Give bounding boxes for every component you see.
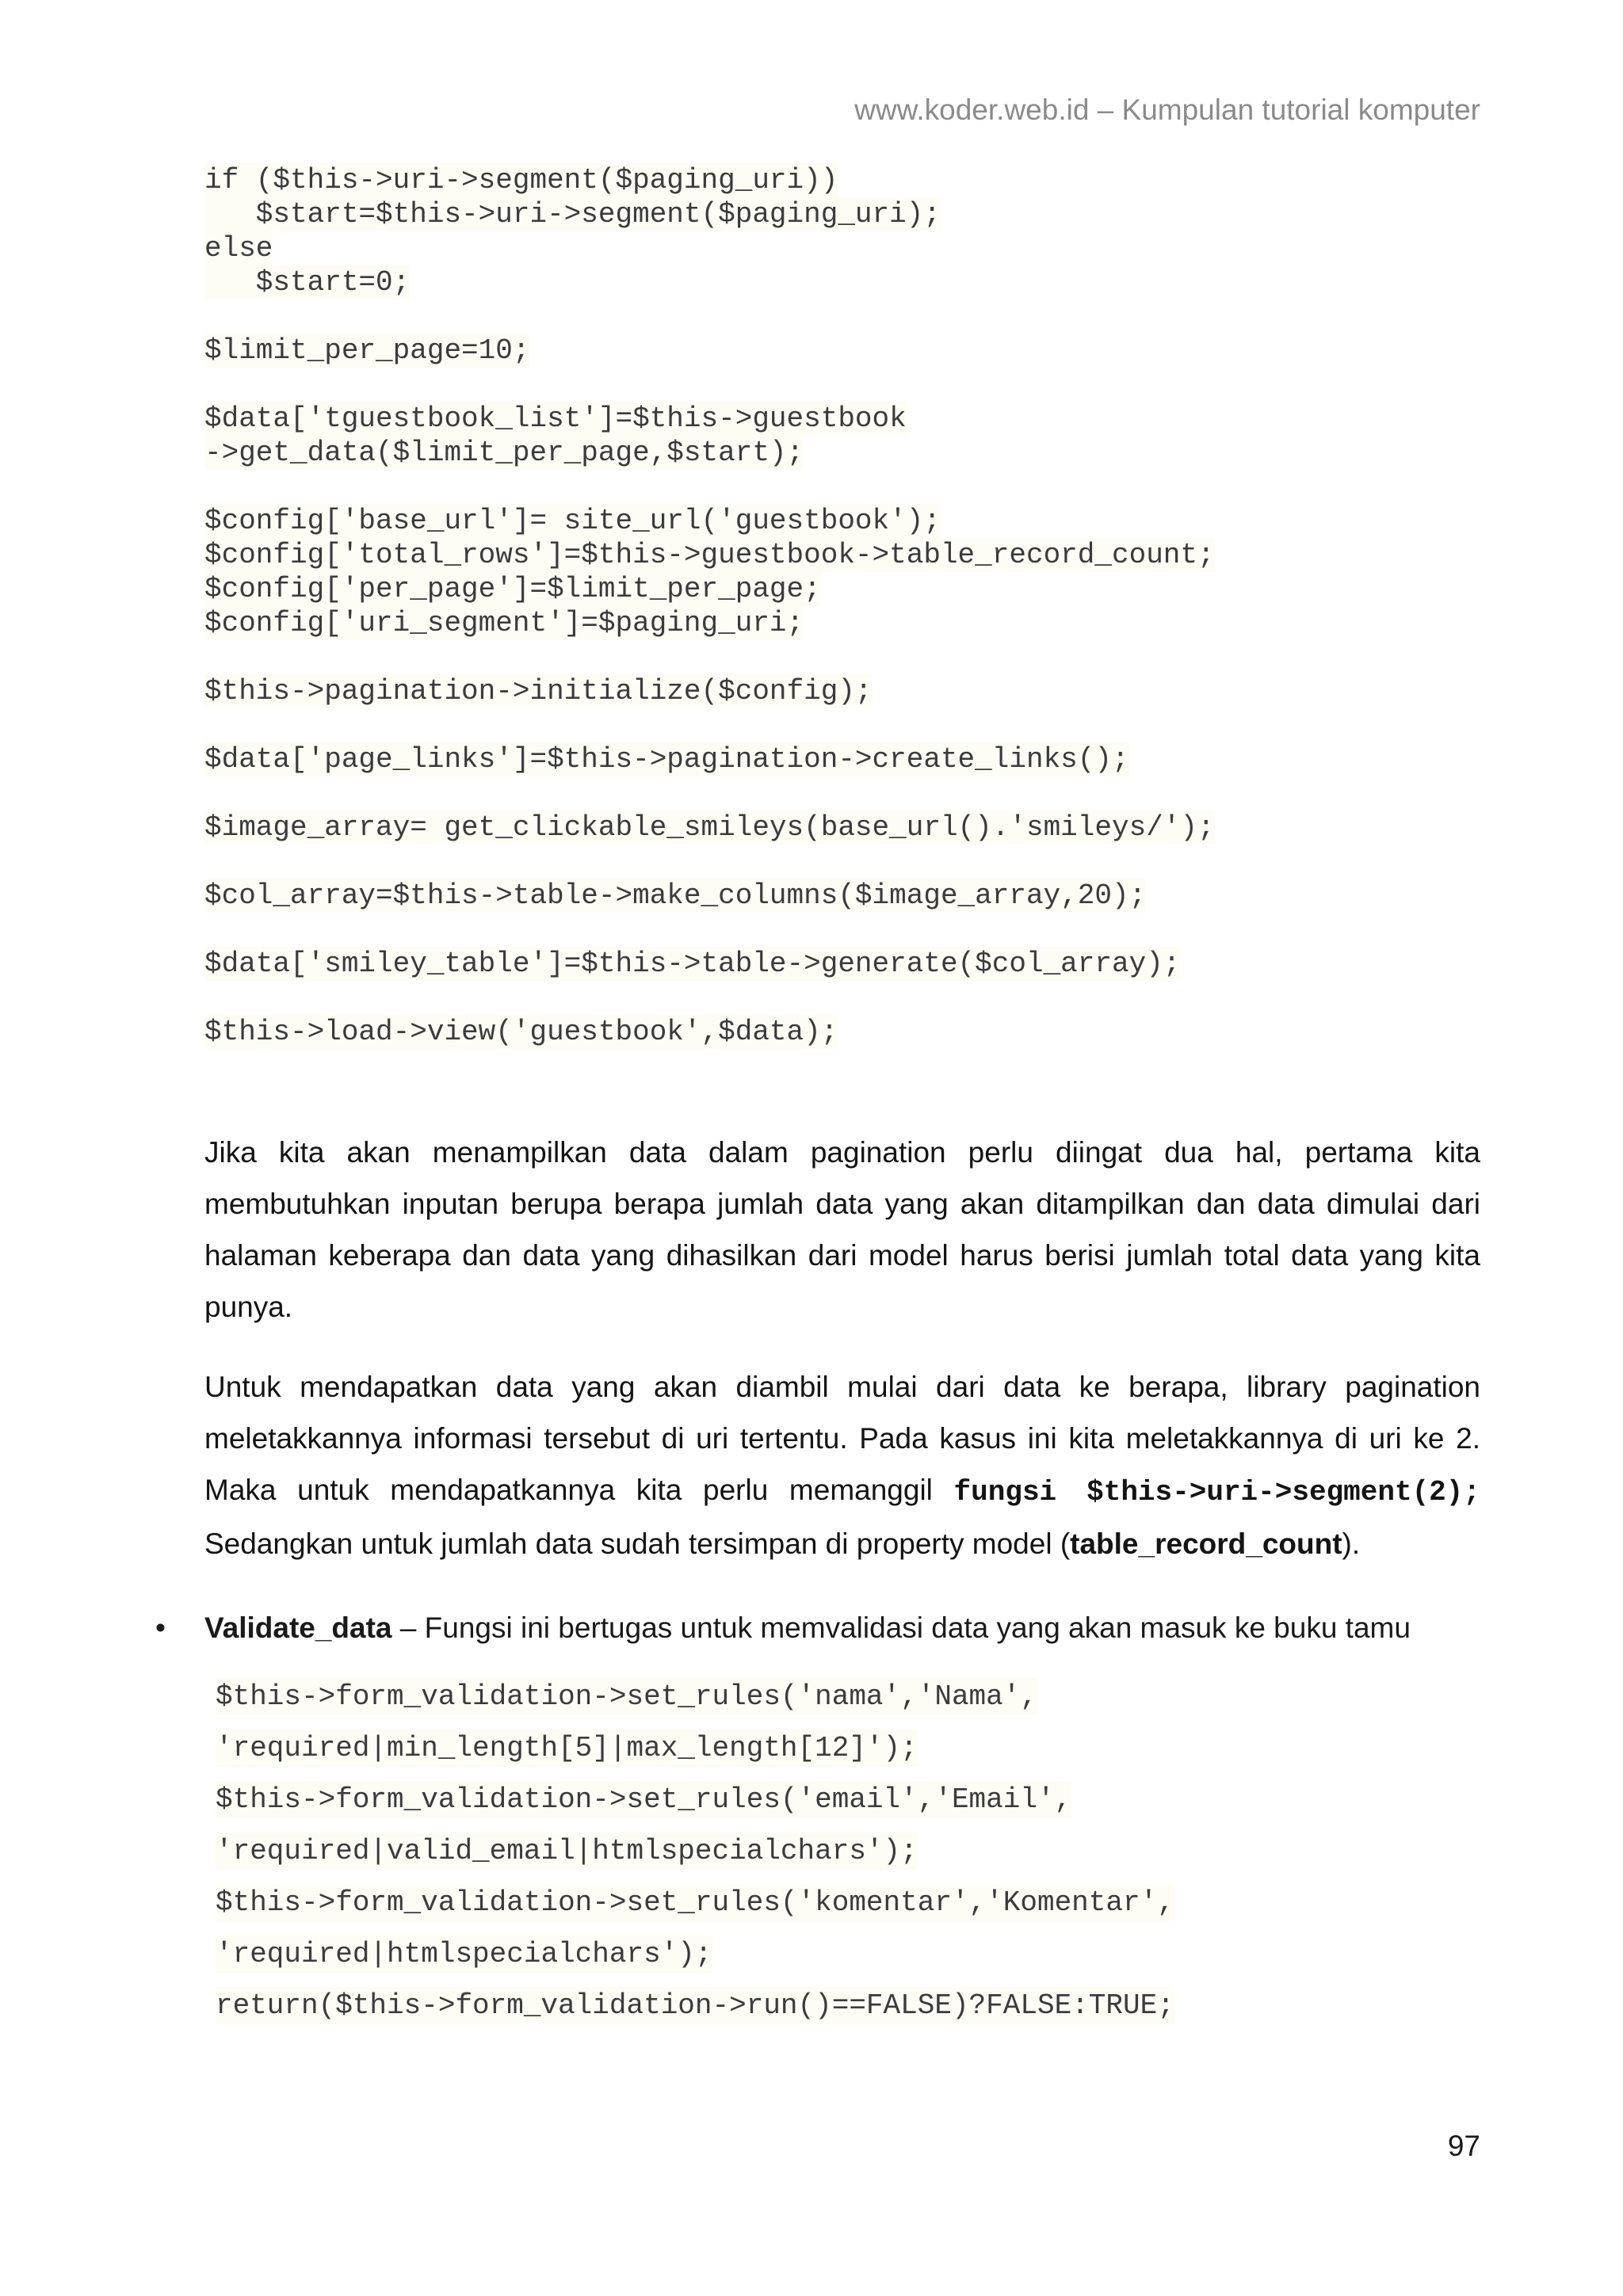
code-line: $config['base_url']= site_url('guestbook'); <box>204 505 941 537</box>
code-line: ->get_data($limit_per_page,$start); <box>204 437 804 469</box>
code-line: $data['tguestbook_list']=$this->guestbook <box>204 402 907 435</box>
code-line: 'required|min_length[5]|max_length[12]'); <box>216 1730 918 1767</box>
page-header: www.koder.web.id – Kumpulan tutorial komputer <box>854 93 1480 126</box>
code-line: 'required|valid_email|htmlspecialchars'); <box>216 1833 918 1870</box>
bullet-icon: • <box>155 1611 166 1644</box>
code-blank-line <box>204 913 1314 947</box>
code-line: $this->pagination->initialize($config); <box>204 675 873 707</box>
code-line: return($this->form_validation->run()==FALSE)?FALSE:TRUE; <box>216 1987 1174 2024</box>
code-line: $start=$this->uri->segment($paging_uri); <box>204 198 941 231</box>
paragraph-pagination-intro <box>204 1127 1480 1333</box>
code-line: $config['per_page']=$limit_per_page; <box>204 573 821 605</box>
code-blank-line <box>204 470 1314 504</box>
code-line: 'required|htmlspecialchars'); <box>216 1936 712 1973</box>
paragraph-uri-segment <box>204 1361 1480 1569</box>
paragraph-text: Jika kita akan menampilkan data dalam pagination perlu diingat dua hal, pertama kita membutuhkan inputan berupa berapa jumlah data yang akan ditampilkan dan data dimulai dari halaman keberapa dan data yang dihasilkan dari model harus berisi jumlah total data yang kita punya. <box>204 1136 1480 1323</box>
paragraph-text-end: ). <box>1342 1527 1361 1560</box>
code-line: $this->form_validation->set_rules('komentar','Komentar', <box>216 1884 1174 1921</box>
code-blank-line <box>204 640 1314 674</box>
code-line: $config['uri_segment']=$paging_uri; <box>204 607 804 639</box>
code-block-pagination <box>204 163 1314 1049</box>
paragraph-text-middle: Sedangkan untuk jumlah data sudah tersimpan di property model ( <box>204 1527 1071 1560</box>
code-blank-line <box>204 299 1314 334</box>
code-line: else <box>204 232 273 265</box>
code-blank-line <box>204 845 1314 879</box>
paragraph-text-start: Untuk mendapatkan data yang akan diambil mulai dari data ke berapa, library pagination meletakkannya informasi tersebut di uri tertentu. Pada kasus ini kita meletakkannya di uri ke 2. Maka untuk mendapatkannya kita perlu memanggil <box>204 1371 1480 1506</box>
code-line: $data['smiley_table']=$this->table->generate($col_array); <box>204 948 1181 980</box>
code-line: if ($this->uri->segment($paging_uri)) <box>204 164 838 196</box>
code-line: $data['page_links']=$this->pagination->create_links(); <box>204 743 1129 776</box>
code-block-validation <box>216 1678 1404 2039</box>
code-line: $this->load->view('guestbook',$data); <box>204 1016 838 1048</box>
bullet-title: Validate_data <box>204 1611 392 1644</box>
code-blank-line <box>204 708 1314 742</box>
paragraph-text <box>204 1361 1480 1569</box>
code-line: $config['total_rows']=$this->guestbook->table_record_count; <box>204 539 1215 571</box>
code-blank-line <box>204 368 1314 402</box>
page-number: 97 <box>1447 2130 1480 2162</box>
code-blank-line <box>204 981 1314 1015</box>
code-line: $this->form_validation->set_rules('email','Email', <box>216 1781 1071 1818</box>
bold-term: table_record_count <box>1070 1527 1342 1560</box>
code-line: $limit_per_page=10; <box>204 334 530 367</box>
code-line: $this->form_validation->set_rules('nama','Nama', <box>216 1678 1037 1715</box>
code-line: $start=0; <box>204 266 411 299</box>
code-line: $col_array=$this->table->make_columns($image_array,20); <box>204 879 1147 912</box>
inline-code: fungsi $this->uri->segment(2); <box>953 1476 1480 1508</box>
code-blank-line <box>204 776 1314 810</box>
bullet-description: – Fungsi ini bertugas untuk memvalidasi data yang akan masuk ke buku tamu <box>391 1611 1411 1644</box>
code-line: $image_array= get_clickable_smileys(base_url().'smileys/'); <box>204 811 1215 844</box>
bullet-text <box>204 1602 1411 1653</box>
